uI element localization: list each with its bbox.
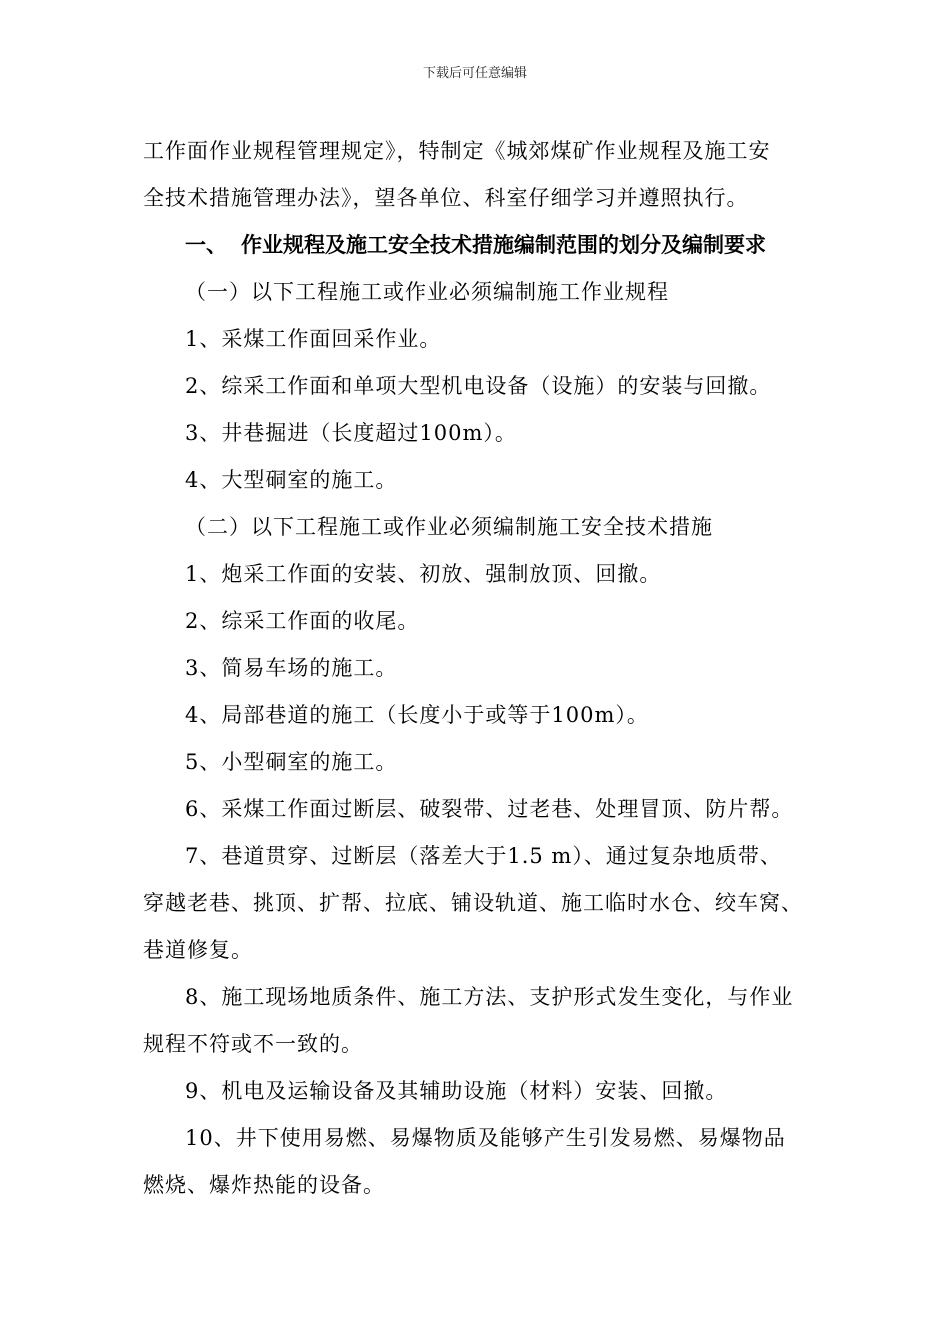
item-7-line-1: 7、巷道贯穿、过断层（落差大于1.5 m）、通过复杂地质带、 xyxy=(185,844,782,868)
list-item: 1、炮采工作面的安装、初放、强制放顶、回撤。 xyxy=(185,562,662,586)
list-item: 4、局部巷道的施工（长度小于或等于100m）。 xyxy=(185,703,649,727)
list-item: 4、大型硐室的施工。 xyxy=(185,468,398,492)
list-item: 6、采煤工作面过断层、破裂带、过老巷、处理冒顶、防片帮。 xyxy=(185,797,794,821)
section-title: 作业规程及施工安全技术措施编制范围的划分及编制要求 xyxy=(241,233,766,257)
section-number: 一、 xyxy=(185,233,227,257)
list-item: 1、采煤工作面回采作业。 xyxy=(185,327,442,351)
item-7-line-3: 巷道修复。 xyxy=(143,938,253,962)
intro-line-2: 全技术措施管理办法》，望各单位、科室仔细学习并遵照执行。 xyxy=(143,186,749,210)
section-heading xyxy=(143,222,811,269)
item-8-line-2: 规程不符或不一致的。 xyxy=(143,1032,363,1056)
item-10-line-2: 燃烧、爆炸热能的设备。 xyxy=(143,1173,385,1197)
item-10-line-1: 10、井下使用易燃、易爆物质及能够产生引发易燃、易爆物品 xyxy=(185,1126,786,1150)
subsection-2-title: （二）以下工程施工或作业必须编制施工安全技术措施 xyxy=(185,515,713,539)
list-item: 5、小型硐室的施工。 xyxy=(185,750,398,774)
list-item: 3、井巷掘进（长度超过100m）。 xyxy=(185,421,517,445)
list-item: 3、简易车场的施工。 xyxy=(185,656,398,680)
subsection-1-title: （一）以下工程施工或作业必须编制施工作业规程 xyxy=(185,280,669,304)
item-9: 9、机电及运输设备及其辅助设施（材料）安装、回撤。 xyxy=(185,1079,728,1103)
item-7-line-2: 穿越老巷、挑顶、扩帮、拉底、铺设轨道、施工临时水仓、绞车窝、 xyxy=(143,891,803,915)
list-item: 2、综采工作面的收尾。 xyxy=(185,609,420,633)
page-header: 下载后可任意编辑 xyxy=(422,66,527,81)
document-body xyxy=(143,128,811,1209)
list-item: 2、综采工作面和单项大型机电设备（设施）的安装与回撤。 xyxy=(185,374,772,398)
intro-line-1: 工作面作业规程管理规定》，特制定《城郊煤矿作业规程及施工安 xyxy=(143,139,771,163)
item-8-line-1: 8、施工现场地质条件、施工方法、支护形式发生变化，与作业 xyxy=(185,985,794,1009)
